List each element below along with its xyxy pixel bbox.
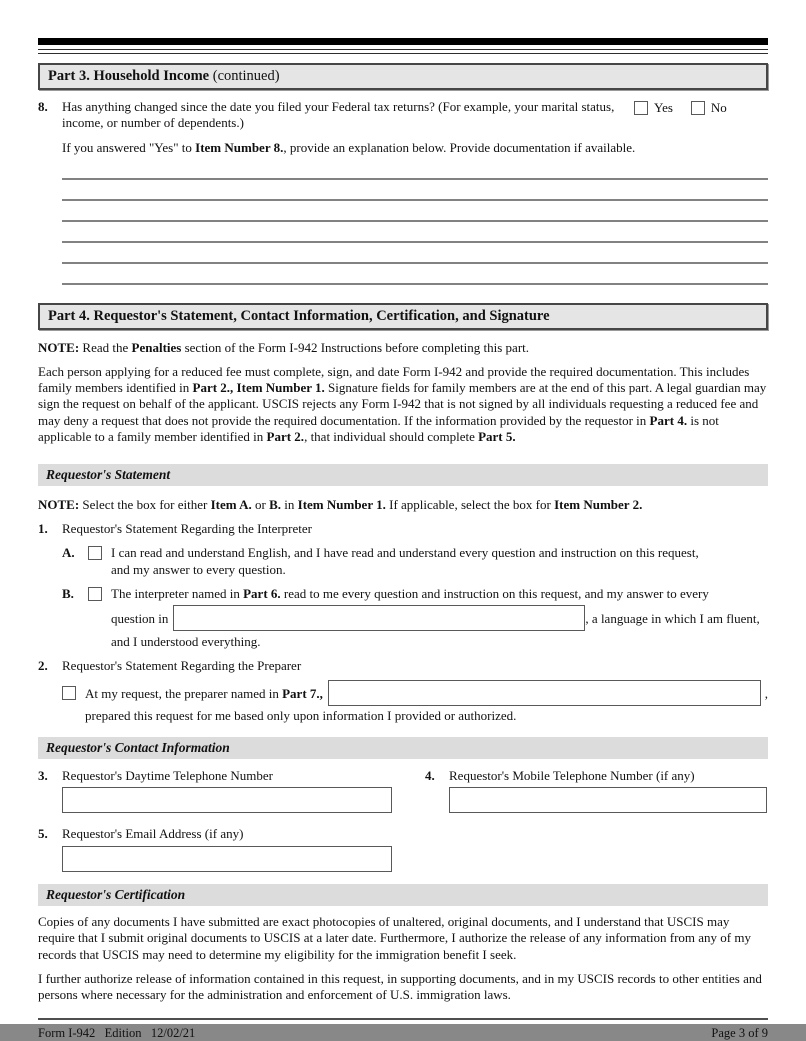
question-3-field [62, 768, 425, 813]
no-checkbox[interactable] [691, 101, 705, 115]
question-2-statement [62, 680, 768, 724]
option-1a-letter: A. [62, 545, 75, 561]
yes-checkbox[interactable] [634, 101, 648, 115]
option-1a [62, 545, 768, 578]
part4-header: Part 4. Requestor's Statement, Contact Information, Certification, and Signature [38, 303, 768, 330]
question-3 [38, 768, 425, 813]
question-8-yes-no [634, 99, 727, 132]
question-4 [425, 768, 768, 813]
question-2-number: 2. [38, 658, 48, 674]
question-1-number: 1. [38, 521, 48, 537]
part4-note: NOTE: Read the Penalties section of the Form I-942 Instructions before completing this part. [38, 340, 530, 356]
footer-form-edition: Form I-942 Edition 12/02/21 [38, 1025, 196, 1040]
explanation-line-3[interactable] [62, 201, 768, 222]
explanation-line-4[interactable] [62, 222, 768, 243]
question-8-text: Has anything changed since the date you filed your Federal tax returns? (For example, your marital status, income, or number of dependents.) [62, 99, 615, 131]
question-2-checkbox[interactable] [62, 686, 76, 700]
requestors-statement-bar: Requestor's Statement [38, 464, 768, 486]
question-2-preparer-row [85, 680, 768, 706]
question-8-number: 8. [38, 99, 48, 114]
no-label: No [710, 100, 727, 115]
question-4-label: Requestor's Mobile Telephone Number (if any) [449, 767, 695, 783]
option-1b-checkbox[interactable] [88, 587, 102, 601]
question-5-label: Requestor's Email Address (if any) [62, 826, 244, 842]
option-1b-text-line3: and I understood everything. [111, 633, 261, 649]
certification-paragraph-2: I further authorize release of information contained in this request, in supporting documents, and in my USCIS records to other entities and persons where necessary for the administration and enforcement of U.S. immigration laws. [38, 970, 762, 1003]
question-5 [38, 826, 768, 871]
part3-header: Part 3. Household Income (continued) [38, 63, 768, 90]
question-1-label: Requestor's Statement Regarding the Interpreter [62, 521, 312, 537]
question-2-text-line1: At my request, the preparer named in Part 7., [85, 686, 323, 702]
statement-note: NOTE: Select the box for either Item A. or B. in Item Number 1. If applicable, select the box for Item Number 2. [38, 496, 643, 512]
certification-paragraph-1: Copies of any documents I have submitted are exact photocopies of unaltered, original documents, and I understand that USCIS may require that I submit original documents to USCIS at a later date. Furthermore, I authorize the release of any information from any of my records that USCIS may need to determine my eligibility for the immigration benefit I seek. [38, 913, 751, 962]
explanation-line-2[interactable] [62, 180, 768, 201]
option-1b-language-row [111, 605, 768, 631]
yes-label: Yes [654, 100, 673, 115]
question-8-instruction: If you answered "Yes" to Item Number 8., provide an explanation below. Provide documentation if available. [62, 139, 636, 155]
question-4-field [449, 768, 768, 813]
question-5-number: 5. [38, 826, 48, 842]
option-1a-checkbox[interactable] [88, 546, 102, 560]
question-2-after-box: , [764, 686, 768, 702]
option-1a-text: I can read and understand English, and I have read and understand every question and instruction on this request, and my answer to every question. [111, 545, 699, 577]
question-2-text-line2: prepared this request for me based only upon information I provided or authorized. [85, 707, 517, 723]
page-top-rule [38, 49, 768, 54]
explanation-line-5[interactable] [62, 243, 768, 264]
option-1b-text-line1: The interpreter named in Part 6. read to me every question and instruction on this request, and my answer to every [111, 586, 709, 602]
option-1b-letter: B. [62, 586, 74, 602]
page-top-bar [38, 38, 768, 45]
preparer-name-input[interactable] [328, 680, 761, 706]
explanation-line-1[interactable] [62, 159, 768, 180]
footer-page-number: Page 3 of 9 [711, 1025, 768, 1040]
contact-row [38, 768, 768, 813]
part4-intro-paragraph: Each person applying for a reduced fee must complete, sign, and date Form I-942 and provide the required documentation. This includes family members identified in Part 2., Item Number 1. Signature fields for family members are at the end of this part. A legal guardian may sign the request on behalf of the applicant. USCIS rejects any Form I-942 that is not signed by all individuals requesting a reduced fee and may deny a request that does not provide the required documentation. If the information provided by the requestor in Part 4. is not applicable to a family member identified in Part 2., that individual should complete Part 5. [38, 363, 767, 445]
question-3-number: 3. [38, 767, 48, 783]
contact-information-bar: Requestor's Contact Information [38, 737, 768, 759]
language-input[interactable] [173, 605, 585, 631]
option-1b [62, 586, 768, 650]
daytime-phone-input[interactable] [62, 787, 392, 813]
explanation-lines [62, 159, 768, 285]
mobile-phone-input[interactable] [449, 787, 767, 813]
certification-bar: Requestor's Certification [38, 884, 768, 906]
question-5-field [62, 826, 768, 871]
question-8 [38, 99, 768, 132]
question-1 [38, 521, 768, 537]
email-input[interactable] [62, 846, 392, 872]
option-1b-text-post: , a language in which I am fluent, [585, 611, 760, 627]
question-4-number: 4. [425, 767, 435, 783]
option-1b-text-pre: question in [111, 611, 169, 627]
explanation-line-6[interactable] [62, 264, 768, 285]
question-3-label: Requestor's Daytime Telephone Number [62, 767, 273, 783]
question-2-label: Requestor's Statement Regarding the Preparer [62, 658, 302, 674]
page-footer [38, 1018, 768, 1041]
question-2 [38, 658, 768, 674]
